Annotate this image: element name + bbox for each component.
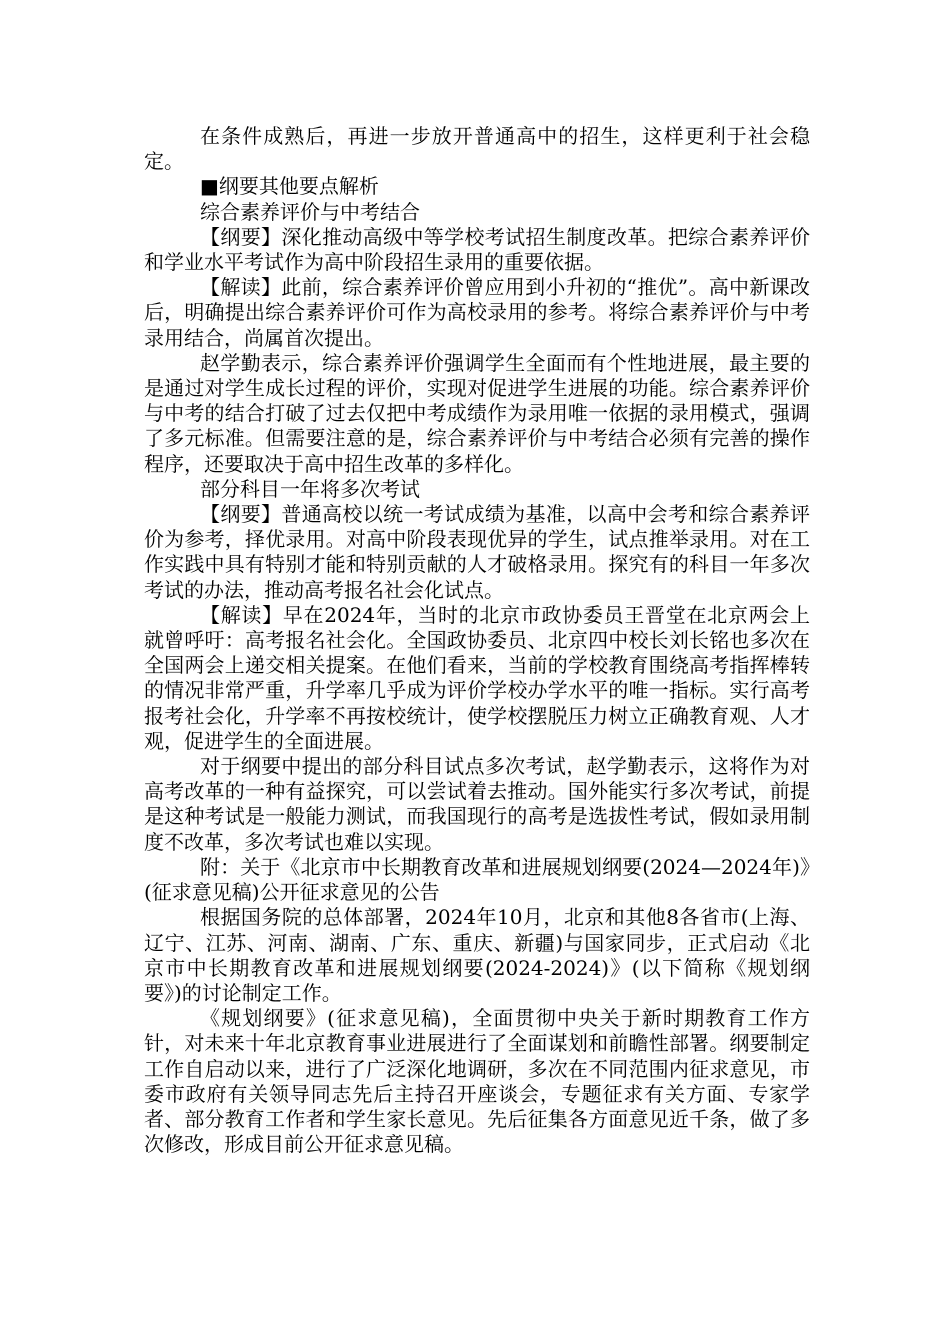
paragraph-outline-evaluation: 【纲要】深化推动高级中等学校考试招生制度改革。把综合素养评价和学业水平考试作为高中阶段招生录用的重要依据。 <box>144 224 810 275</box>
paragraph-interpretation-registration: 【解读】早在2024年，当时的北京市政协委员王晋堂在北京两会上就曾呼吁：高考报名社会化。全国政协委员、北京四中校长刘长铭也多次在全国两会上递交相关提案。在他们看来，当前的学校教育围绕高考指挥棒转的情况非常严重，升学率几乎成为评价学校办学水平的唯一指标。实行高考报考社会化，升学率不再按校统计，使学校摆脱压力树立正确教育观、人才观，促进学生的全面进展。 <box>144 602 810 753</box>
paragraph-zhao-comment-evaluation: 赵学勤表示，综合素养评价强调学生全面而有个性地进展，最主要的是通过对学生成长过程的评价，实现对促进学生进展的功能。综合素养评价与中考的结合打破了过去仅把中考成绩作为录用唯一依据的录用模式，强调了多元标准。但需要注意的是，综合素养评价与中考结合必须有完善的操作程序，还要取决于高中招生改革的多样化。 <box>144 350 810 476</box>
paragraph-appendix-title: 附：关于《北京市中长期教育改革和进展规划纲要(2024—2024年)》(征求意见稿)公开征求意见的公告 <box>144 854 810 905</box>
paragraph-announcement-process: 《规划纲要》(征求意见稿)，全面贯彻中央关于新时期教育工作方针，对未来十年北京教育事业进展进行了全面谋划和前瞻性部署。纲要制定工作自启动以来，进行了广泛深化地调研，多次在不同范围内征求意见，市委市政府有关领导同志先后主持召开座谈会，专题征求有关方面、专家学者、部分教育工作者和学生家长意见。先后征集各方面意见近千条，做了多次修改，形成目前公开征求意见稿。 <box>144 1006 810 1157</box>
paragraph-zhao-comment-exams: 对于纲要中提出的部分科目试点多次考试，赵学勤表示，这将作为对高考改革的一种有益探究，可以尝试着去推动。国外能实行多次考试，前提是这种考试是一般能力测试，而我国现行的高考是选拔性考试，假如录用制度不改革，多次考试也难以实现。 <box>144 754 810 854</box>
paragraph-outline-admission: 【纲要】普通高校以统一考试成绩为基准，以高中会考和综合素养评价为参考，择优录用。对高中阶段表现优异的学生，试点推举录用。对在工作实践中具有特别才能和特别贡献的人才破格录用。探究有的科目一年多次考试的办法，推动高考报名社会化试点。 <box>144 502 810 602</box>
subheading-comprehensive-evaluation: 综合素养评价与中考结合 <box>200 199 420 224</box>
paragraph-stability: 在条件成熟后，再进一步放开普通高中的招生，这样更利于社会稳定。 <box>144 124 810 174</box>
document-body <box>144 124 810 1157</box>
paragraph-interpretation-evaluation: 【解读】此前，综合素养评价曾应用到小升初的“推优”。高中新课改后，明确提出综合素养评价可作为高校录用的参考。将综合素养评价与中考录用结合，尚属首次提出。 <box>144 275 810 350</box>
paragraph-announcement-background: 根据国务院的总体部署，2024年10月，北京和其他8各省市(上海、辽宁、江苏、河南、湖南、广东、重庆、新疆)与国家同步，正式启动《北京市中长期教育改革和进展规划纲要(2024-2024)》(以下简称《规划纲要》)的讨论制定工作。 <box>144 905 810 1005</box>
section-heading-other-points: ■纲要其他要点解析 <box>200 174 379 199</box>
subheading-multiple-exams: 部分科目一年将多次考试 <box>200 476 420 501</box>
